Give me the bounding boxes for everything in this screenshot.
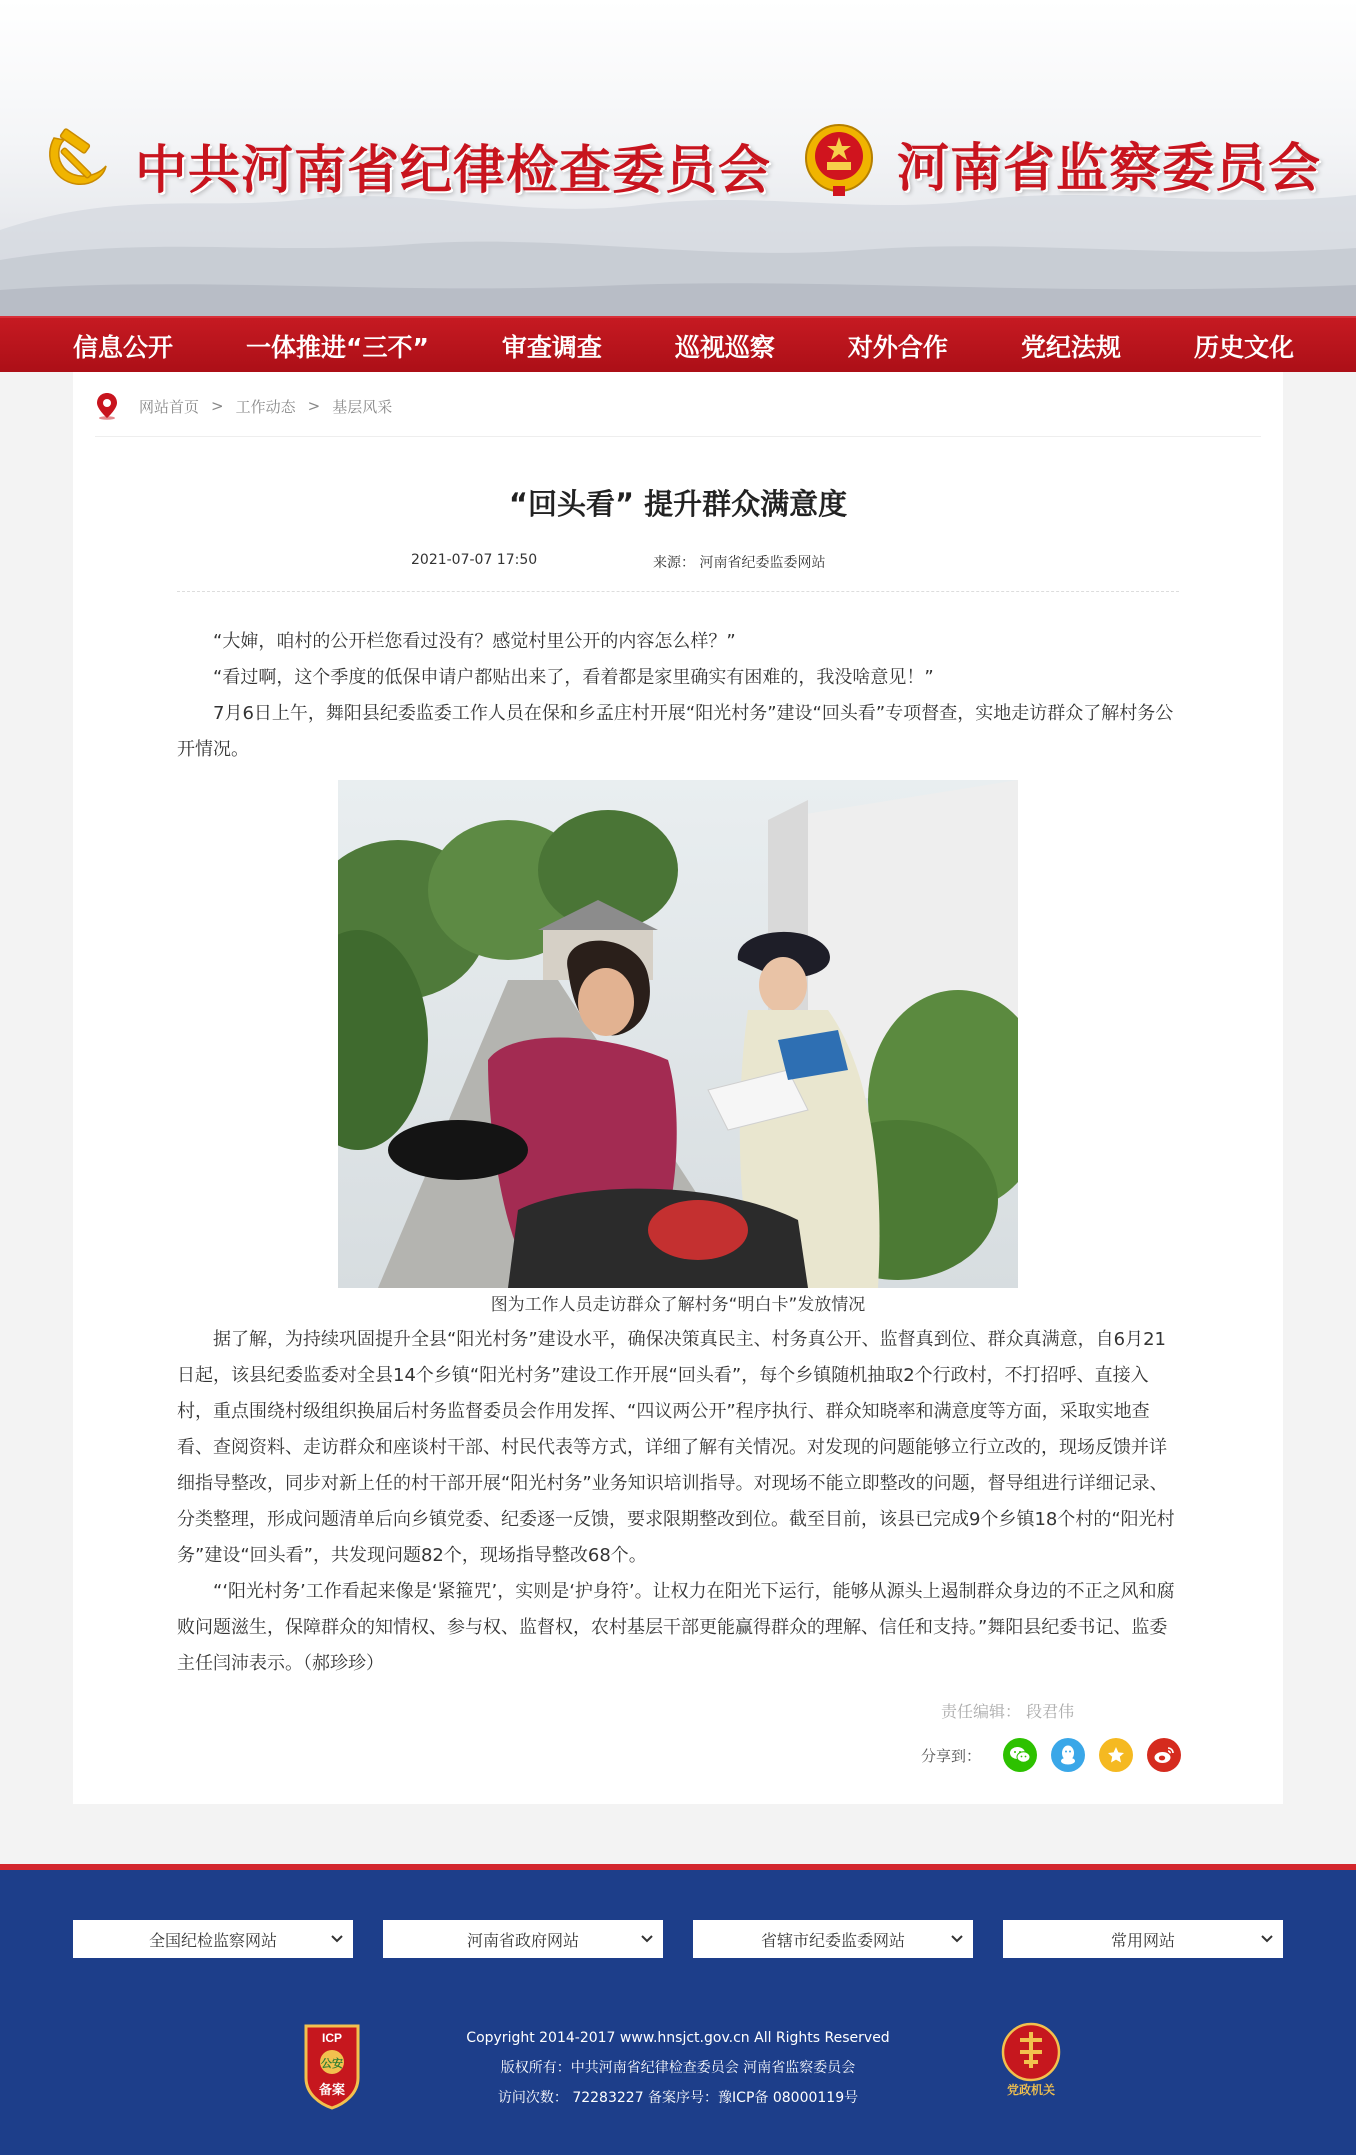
select-national-sites[interactable] [73,1920,353,1958]
badge-record-text: 备案 [318,2083,346,2098]
qq-icon [1059,1744,1077,1766]
wechat-share-button[interactable] [1003,1738,1037,1772]
badge-police-text: 公安 [321,2057,343,2070]
share-label: 分享到： [921,1746,982,1765]
copyright-text: Copyright 2014-2017 www.hnsjct.gov.cn All Rights Reserved [466,2030,890,2046]
wechat-icon [1009,1745,1031,1765]
breadcrumb-grassroots[interactable]: 基层风采 [332,397,393,416]
nav-item-cooperation[interactable]: 对外合作 [847,333,948,362]
chevron-down-icon [639,1930,655,1946]
government-agency-badge-icon[interactable] [996,2020,1066,2100]
select-common-sites[interactable] [1003,1920,1283,1958]
qzone-share-button[interactable] [1099,1738,1133,1772]
responsible-editor: 责任编辑： 段君伟 [941,1702,1075,1721]
breadcrumb-divider [95,436,1261,437]
breadcrumb-separator: > [211,397,224,415]
nav-item-investigation[interactable]: 审查调查 [501,333,602,362]
select-label: 全国纪检监察网站 [148,1930,277,1950]
breadcrumb [95,392,392,420]
select-provincial-government-sites[interactable] [383,1920,663,1958]
article-date: 2021-07-07 17:50 [411,552,538,568]
footer-link-selects [73,1920,1283,1958]
site-header [0,0,1356,316]
site-title-right: 河南省监察委员会 [897,138,1322,199]
photo-caption: 图为工作人员走访群众了解村务“明白卡”发放情况 [490,1295,866,1315]
select-label: 常用网站 [1110,1930,1175,1950]
select-city-commission-sites[interactable] [693,1920,973,1958]
breadcrumb-work-news[interactable]: 工作动态 [235,397,296,416]
star-icon [1106,1745,1126,1765]
article-photo [338,780,1018,1288]
meta-divider [177,591,1179,592]
location-pin-icon [95,392,119,420]
chevron-down-icon [1259,1930,1275,1946]
owner-text: 版权所有：中共河南省纪律检查委员会 河南省监察委员会 [500,2060,856,2076]
article-body [177,624,1179,1682]
article-paragraph: “大婶，咱村的公开栏您看过没有？感觉村里公开的内容怎么样？” [213,631,736,652]
article-paragraph: 7月6日上午，舞阳县纪委监委工作人员在保和乡孟庄村开展“阳光村务”建设“回头看”专项督查，实地走访群众了解村务公开情况。 [177,703,1174,760]
article-container [73,372,1283,1804]
article-source: 来源： 河南省纪委监委网站 [653,555,826,571]
qq-share-button[interactable] [1051,1738,1085,1772]
weibo-share-button[interactable] [1147,1738,1181,1772]
party-emblem-icon [40,122,112,194]
main-nav [0,316,1356,372]
chevron-down-icon [329,1930,345,1946]
visits-and-icp-text: 访问次数： 72283227 备案序号：豫ICP备 08000119号 [497,2090,859,2106]
nav-item-regulations[interactable]: 党纪法规 [1020,333,1121,362]
article-paragraph: “看过啊，这个季度的低保申请户都贴出来了，看着都是家里确实有困难的，我没啥意见！” [213,667,934,688]
article-paragraph: 据了解，为持续巩固提升全县“阳光村务”建设水平，确保决策真民主、村务真公开、监督真到位、群众真满意，自6月21日起，该县纪委监委对全县14个乡镇“阳光村务”建设工作开展“回头看”，每个乡镇随机抽取2个行政村，不打招呼、直接入村，重点围绕村级组织换届后村务监督委员会作用发挥、“四议两公开”程序执行、群众知晓率和满意度等方面，采取实地查看、查阅资料、走访群众和座谈村干部、村民代表等方式，详细了解有关情况。对发现的问题能够立行立改的，现场反馈并详细指导整改，同步对新上任的村干部开展“阳光村务”业务知识培训指导。对现场不能立即整改的问题，督导组进行详细记录、分类整理，形成问题清单后向乡镇党委、纪委逐一反馈，要求限期整改到位。截至目前，该县已完成9个乡镇18个村的“阳光村务”建设“回头看”，共发现问题82个，现场指导整改68个。 [177,1329,1175,1566]
article-paragraph: “‘阳光村务’工作看起来像是‘紧箍咒’，实则是‘护身符’。让权力在阳光下运行，能够从源头上遏制群众身边的不正之风和腐败问题滋生，保障群众的知情权、参与权、监督权，农村基层干部更能赢得群众的理解、信任和支持。”舞阳县纪委书记、监委主任闫沛表示。（郝珍珍） [177,1581,1175,1674]
badge-gov-text: 党政机关 [1006,2083,1056,2097]
breadcrumb-home[interactable]: 网站首页 [139,397,200,416]
chevron-down-icon [949,1930,965,1946]
nav-item-inspection[interactable]: 巡视巡察 [674,333,775,362]
badge-icp-text: ICP [321,2031,343,2045]
article-title: “回头看” 提升群众满意度 [508,487,848,521]
site-footer [0,1870,1356,2155]
select-label: 河南省政府网站 [466,1930,579,1950]
nav-item-three-nots[interactable]: 一体推进“三不” [246,333,429,362]
nav-item-history[interactable]: 历史文化 [1193,333,1294,362]
share-bar [921,1738,1195,1772]
nav-item-info-disclosure[interactable]: 信息公开 [73,333,174,362]
select-label: 省辖市纪委监委网站 [760,1930,905,1950]
site-title-left: 中共河南省纪律检查委员会 [135,140,772,201]
breadcrumb-separator: > [307,397,321,415]
national-emblem-icon [803,120,875,198]
weibo-icon [1153,1745,1175,1765]
footer-copyright [0,2023,1356,2113]
